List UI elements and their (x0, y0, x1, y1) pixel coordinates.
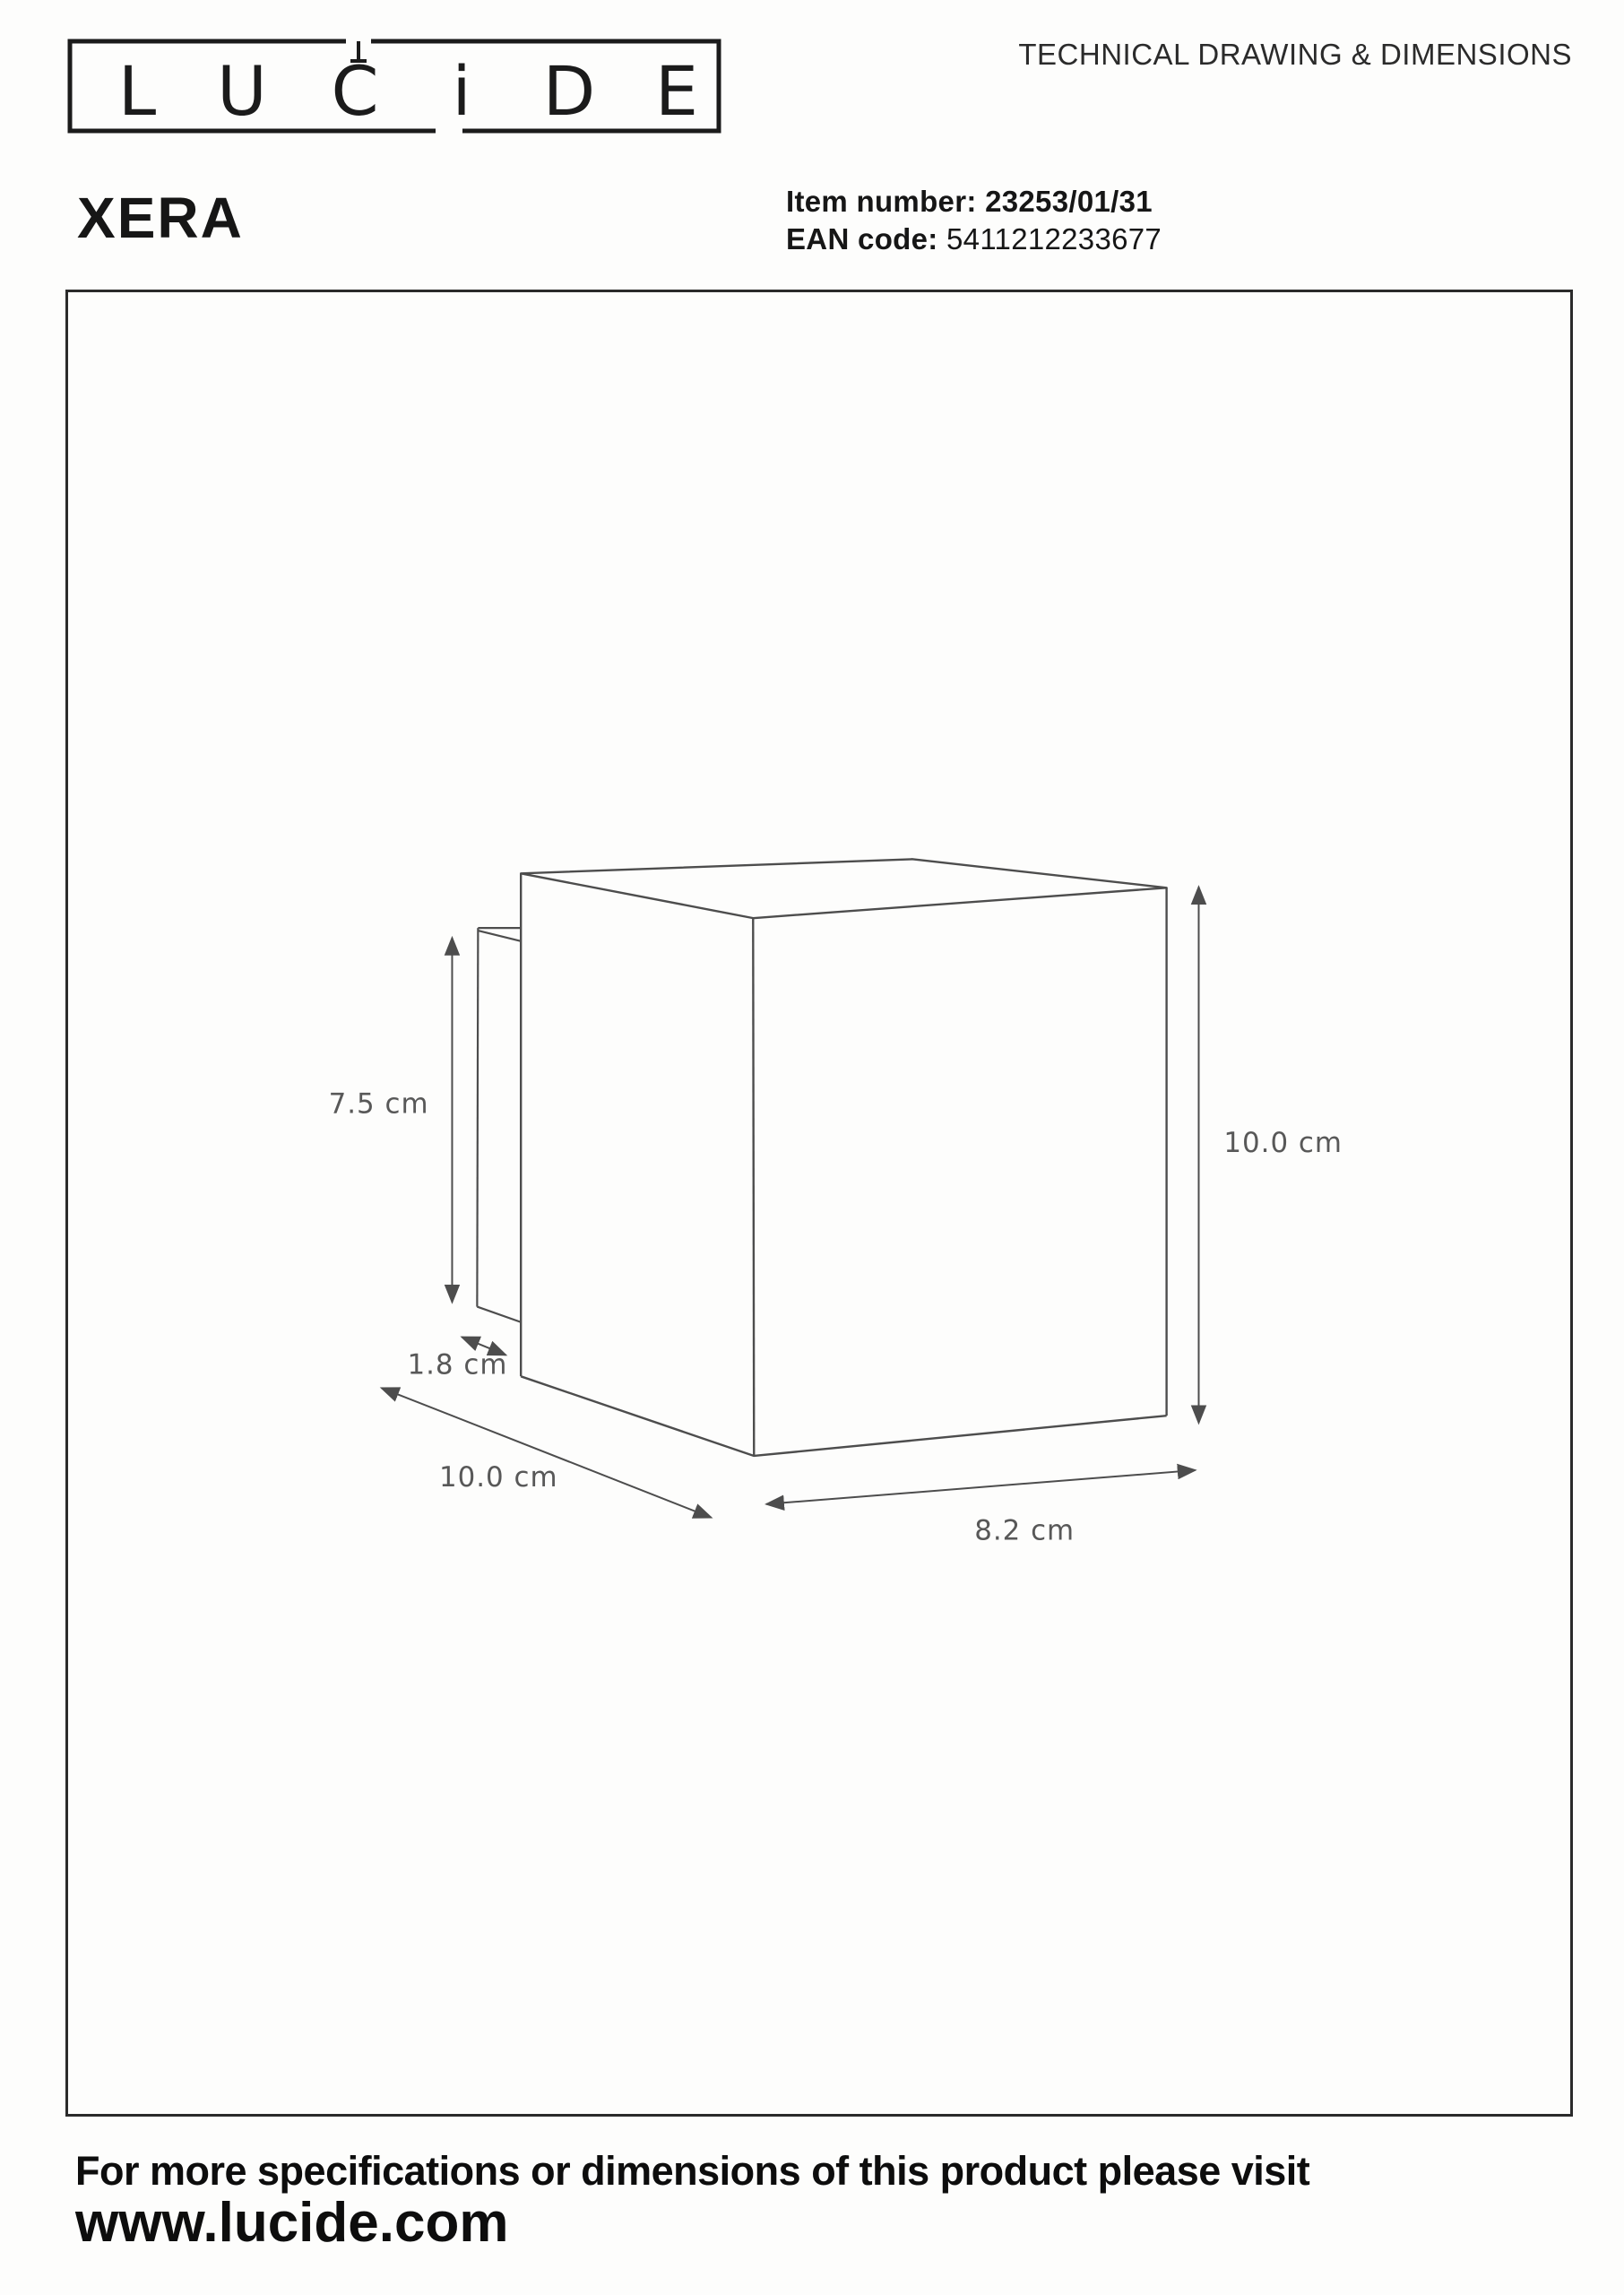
lucide-logo-drawing (67, 39, 721, 134)
ean-value: 5411212233677 (946, 222, 1162, 255)
logo-letter-u: U (217, 51, 267, 131)
item-number-value: 23253/01/31 (985, 185, 1153, 218)
lucide-logo (67, 39, 721, 134)
cube-body (521, 859, 1166, 1456)
footer-text: For more specifications or dimensions of this product please visit (75, 2148, 1310, 2194)
footer-website-link[interactable]: www.lucide.com (75, 2192, 509, 2254)
technical-drawing-frame (65, 290, 1573, 2117)
item-number-row (786, 183, 1162, 221)
logo-letter-l: L (117, 51, 157, 131)
product-name: XERA (77, 186, 244, 250)
dim-label-front-width: 8.2 cm (974, 1514, 1075, 1547)
dim-label-back-plate-height: 7.5 cm (328, 1087, 429, 1121)
cube-front-edge (753, 918, 754, 1456)
technical-drawing (68, 292, 1570, 2114)
item-number-label: Item number: (786, 185, 977, 218)
back-plate (477, 928, 523, 1322)
dim-arrow-front-width (766, 1470, 1195, 1504)
ean-row (786, 221, 1162, 258)
dim-label-body-depth: 10.0 cm (438, 1460, 558, 1494)
product-codes (786, 183, 1162, 258)
logo-letter-i: i (452, 51, 471, 131)
logo-letter-e: E (654, 51, 699, 131)
logo-letter-c: C (331, 51, 379, 131)
ean-label: EAN code: (786, 222, 938, 255)
doc-title: TECHNICAL DRAWING & DIMENSIONS (1018, 38, 1572, 71)
dim-label-body-height: 10.0 cm (1223, 1127, 1343, 1160)
logo-letter-d: D (542, 51, 596, 131)
dim-label-back-plate-depth: 1.8 cm (407, 1348, 508, 1381)
logo-border (70, 41, 719, 131)
